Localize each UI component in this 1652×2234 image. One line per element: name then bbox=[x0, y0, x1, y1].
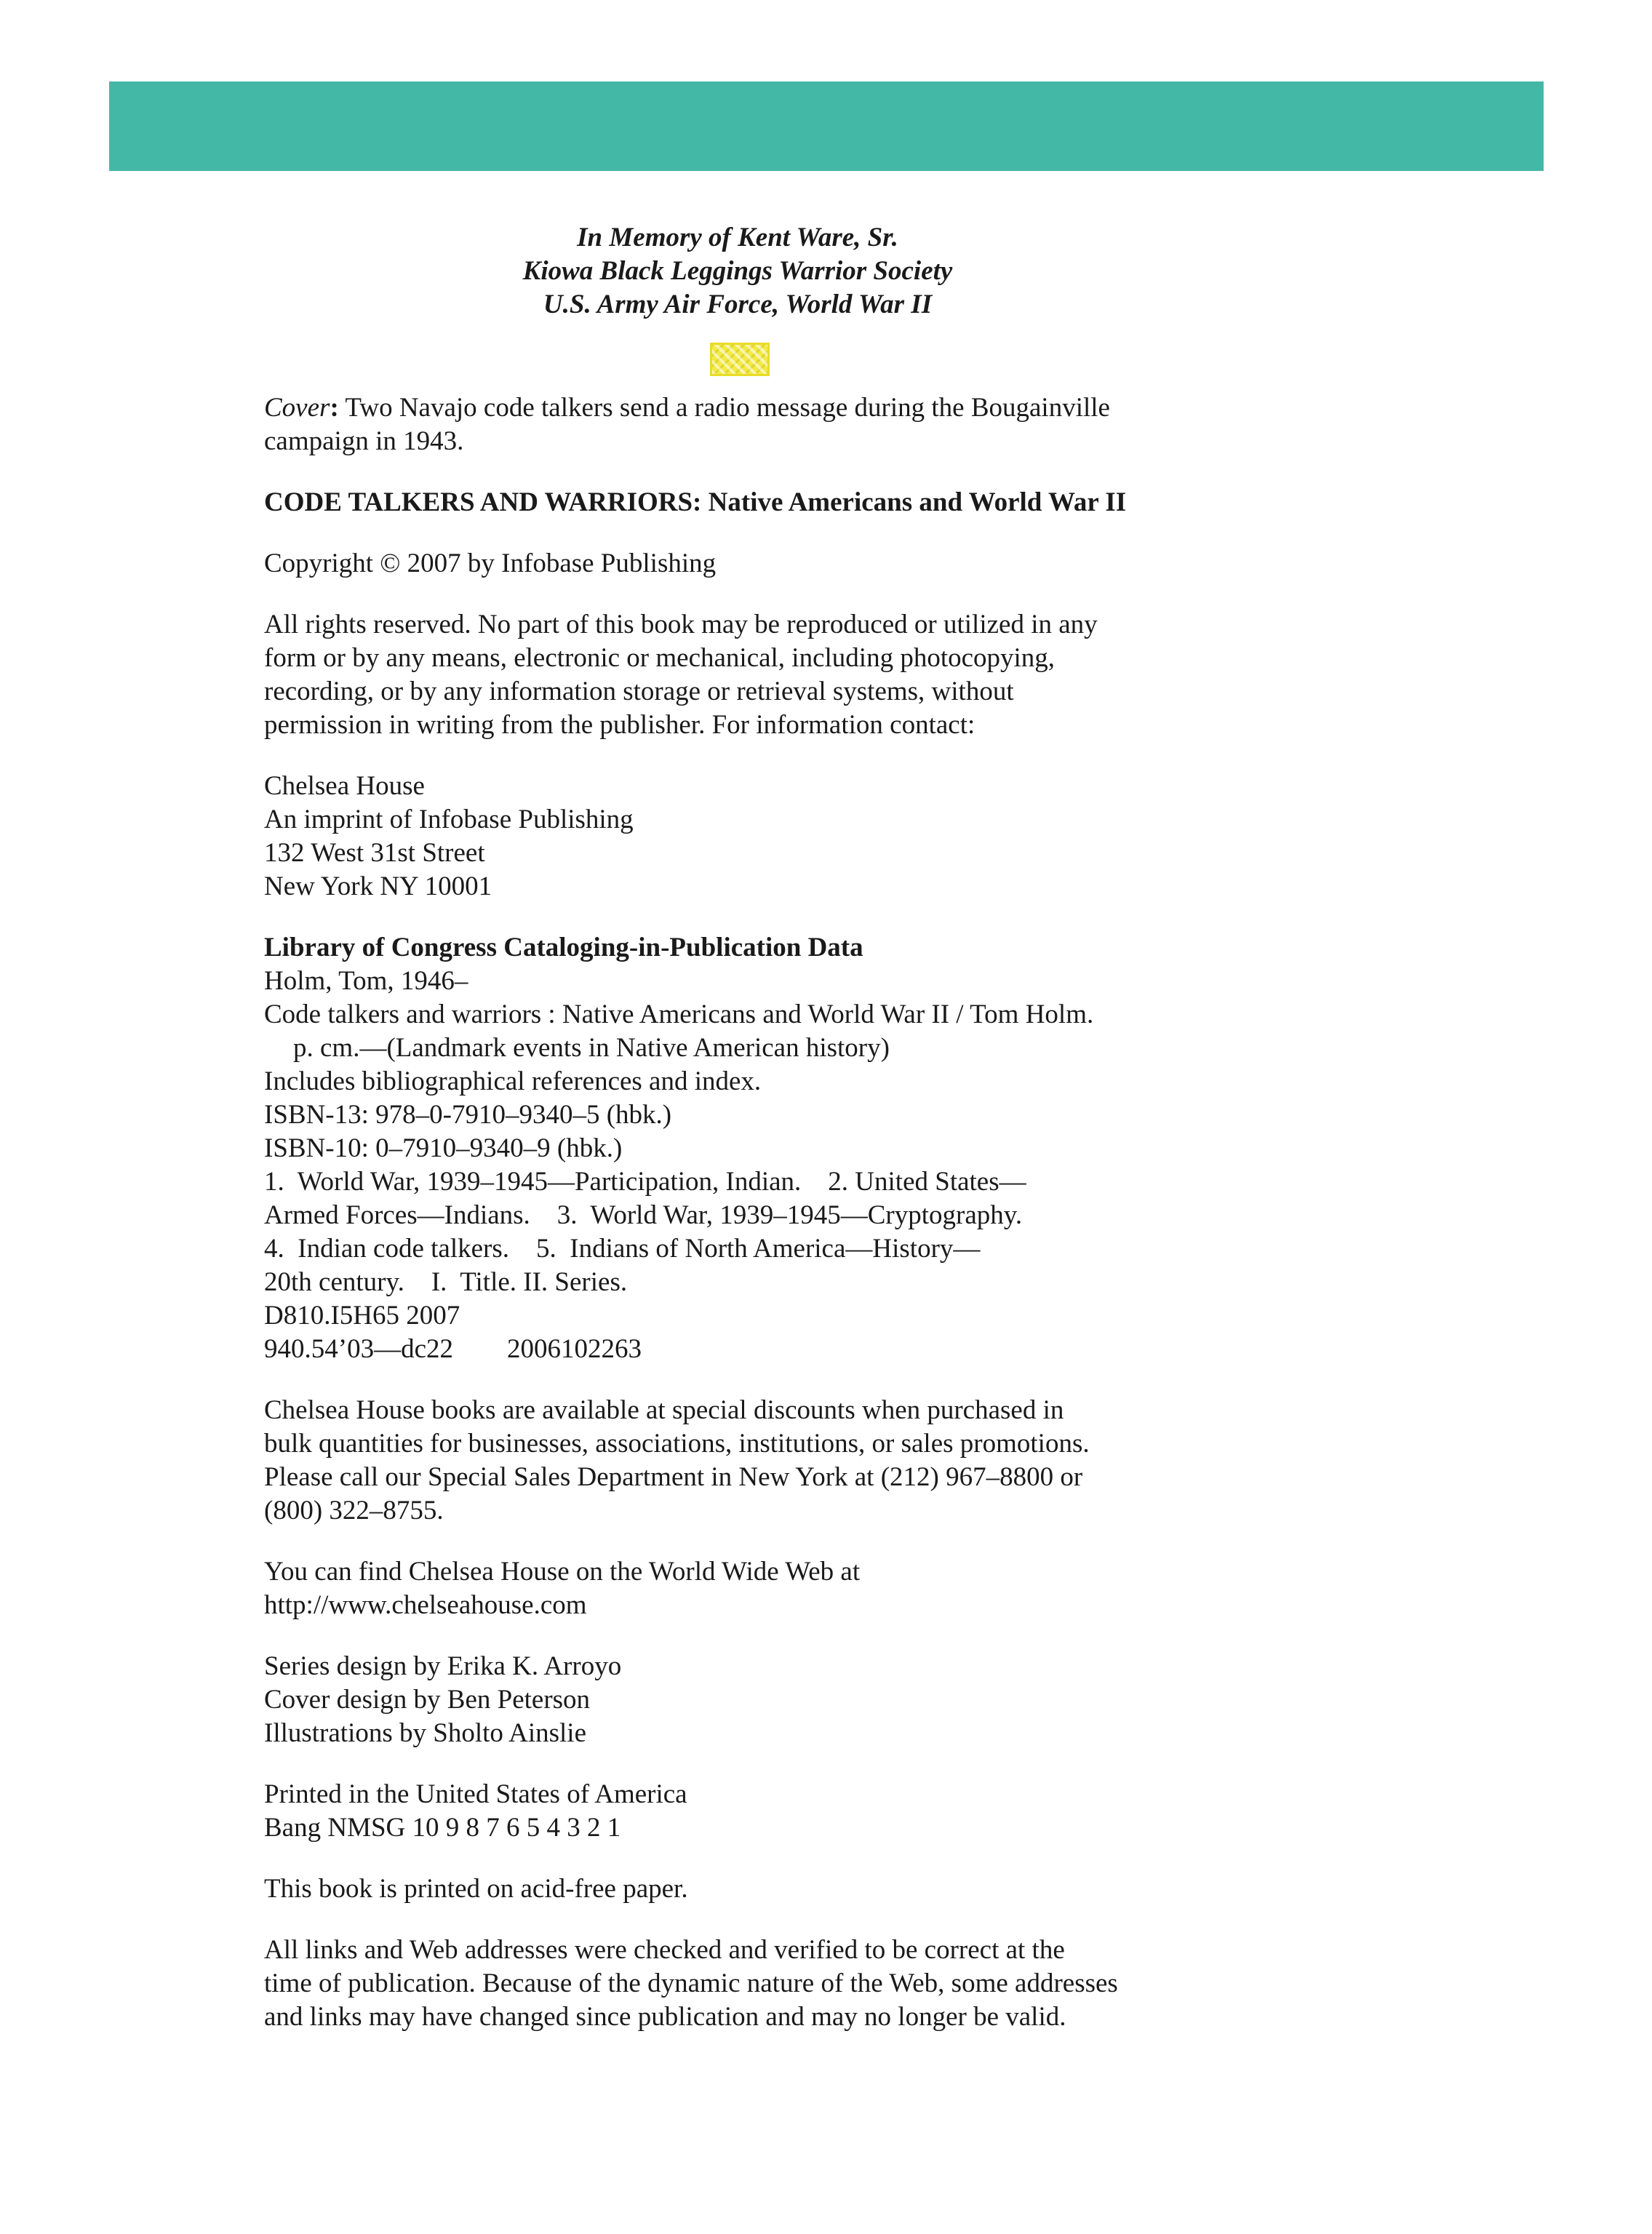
web-note: You can find Chelsea House on the World Wide Web at http://www.chelseahouse.com bbox=[264, 1555, 1297, 1622]
dedication-line: U.S. Army Air Force, World War II bbox=[543, 290, 933, 319]
header-color-band bbox=[109, 81, 1544, 171]
copyright-page-body bbox=[264, 391, 1297, 2062]
cip-data: Library of Congress Cataloging-in-Publication Data Holm, Tom, 1946– Code talkers and warriors : Native Americans and World War II / Tom Holm. p. cm.—(Landmark events in Native American history) Includes bibliographical references and index. ISBN-13: 978–0-7910–9340–5 (hbk.) ISBN-10: 0–7910–9340–9 (hbk.) 1. World War, 1939–1945—Participation, Indian. 2. United States— Armed Forces—Indians. 3. World War, 1939–1945—Cryptography. 4. Indian code talkers. 5. Indians of North America—History— 20th century. I. Title. II. Series. D810.I5H65 2007 940.54’03—dc22 2006102263 bbox=[264, 931, 1297, 1366]
dedication bbox=[264, 221, 1211, 322]
cip-heading: Library of Congress Cataloging-in-Publication Data bbox=[264, 933, 863, 962]
book-title: CODE TALKERS AND WARRIORS: Native Americans and World War II bbox=[264, 487, 1127, 517]
dedication-line: In Memory of Kent Ware, Sr. bbox=[577, 223, 898, 252]
paper-note: This book is printed on acid-free paper. bbox=[264, 1874, 688, 1904]
design-credits: Series design by Erika K. Arroyo Cover design by Ben Peterson Illustrations by Sholto Ainslie bbox=[264, 1651, 622, 1748]
printing-info: Printed in the United States of America Bang NMSG 10 9 8 7 6 5 4 3 2 1 bbox=[264, 1779, 687, 1843]
website-url: http://www.chelseahouse.com bbox=[264, 1590, 587, 1620]
dedication-line: Kiowa Black Leggings Warrior Society bbox=[522, 256, 953, 286]
special-sales-note: Chelsea House books are available at special discounts when purchased in bulk quantities for businesses, associations, institutions, or sales promotions. Please call our Special Sales Department in New York at (212) 967–8800 or (800) 322–8755. bbox=[264, 1395, 1090, 1525]
links-disclaimer: All links and Web addresses were checked and verified to be correct at the time of publication. Because of the dynamic nature of the Web, some addresses and links may have changed since publication and may no longer be valid. bbox=[264, 1935, 1118, 2032]
publisher-address: Chelsea House An imprint of Infobase Publishing 132 West 31st Street New York NY 10001 bbox=[264, 771, 634, 901]
cover-label: Cover bbox=[264, 393, 330, 423]
cover-caption: Cover: Two Navajo code talkers send a radio message during the Bougainville campaign in 1943. bbox=[264, 393, 1110, 456]
rights-statement: All rights reserved. No part of this book may be reproduced or utilized in any form or by any means, electronic or mechanical, including photocopying, recording, or by any information storage or retrieval systems, without permission in writing from the publisher. For information contact: bbox=[264, 610, 1098, 740]
copyright-notice: Copyright © 2007 by Infobase Publishing bbox=[264, 548, 717, 578]
ornament-icon bbox=[710, 343, 770, 376]
